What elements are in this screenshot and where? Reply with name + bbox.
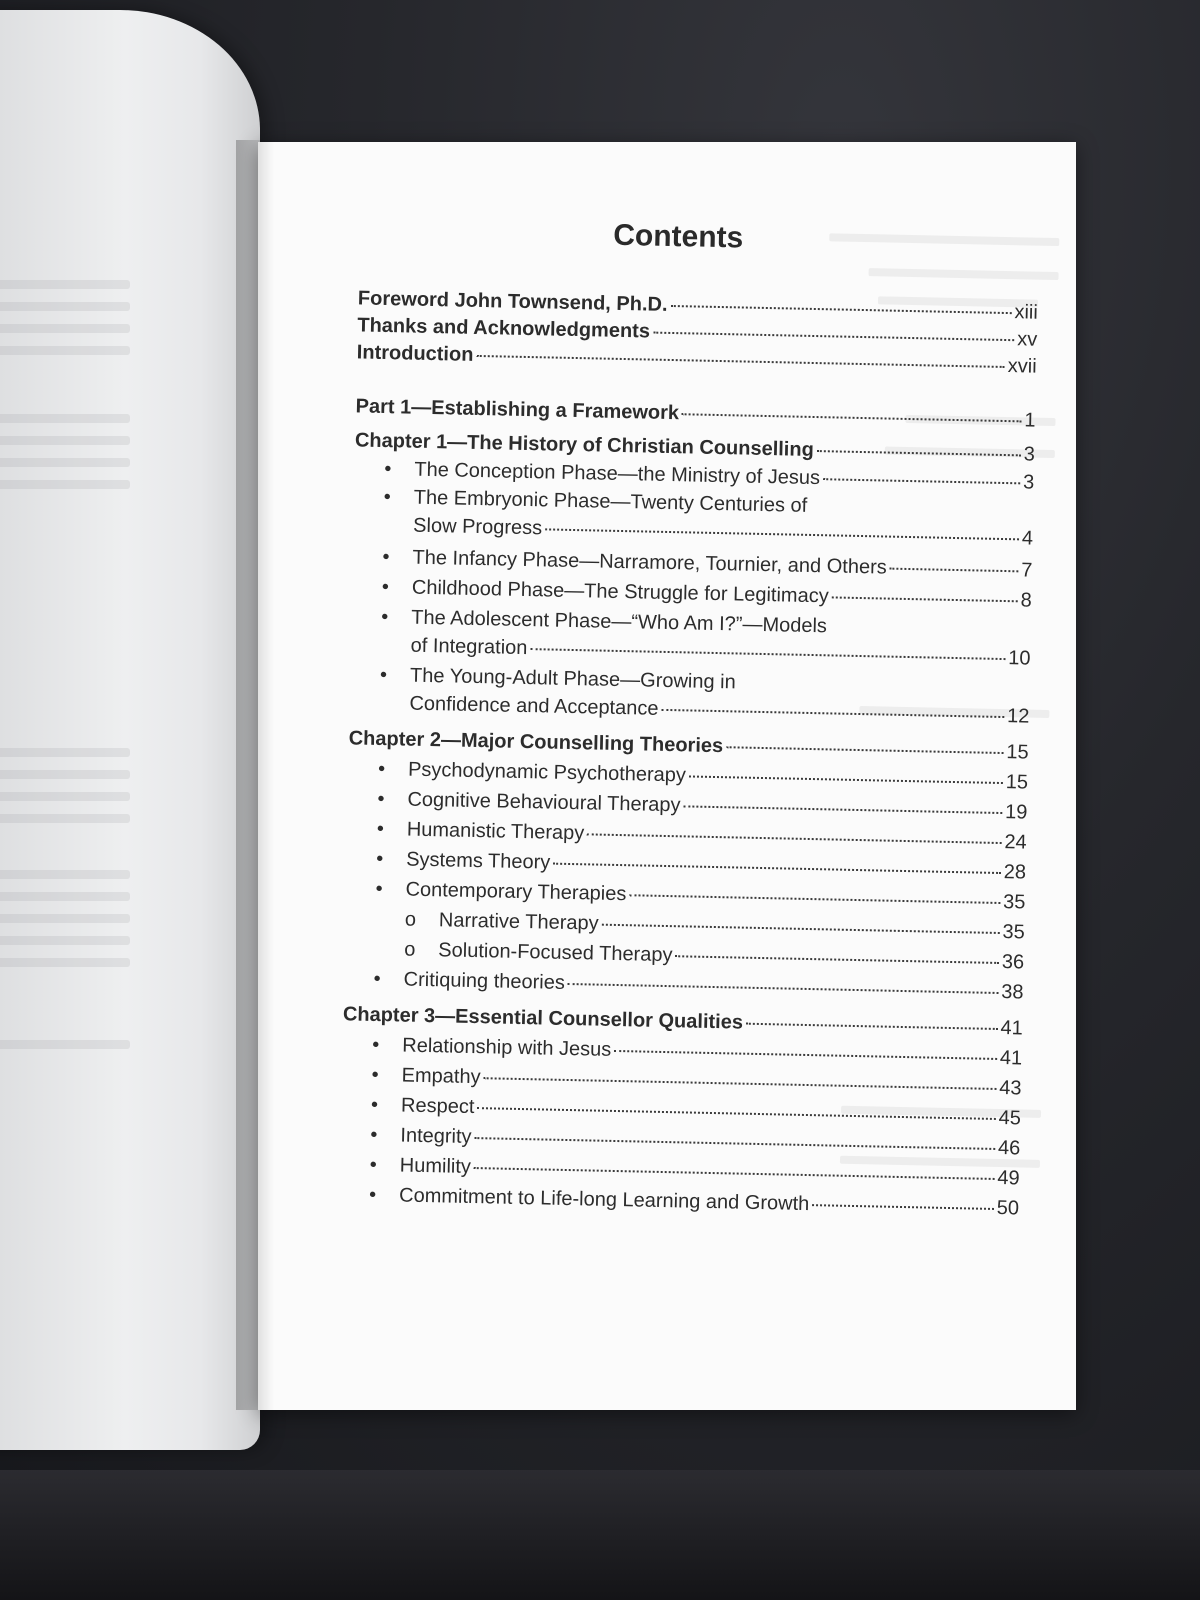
show-through-line (0, 792, 130, 801)
toc-page-number: 28 (1003, 861, 1027, 884)
dot-leader (474, 1167, 995, 1180)
toc-page-number: 41 (1000, 1017, 1024, 1040)
toc-entry-title: The Young-Adult Phase—Growing in (409, 664, 736, 694)
toc-entry-title-continued: Slow Progress (412, 514, 543, 540)
toc-entry-title: Thanks and Acknowledgments (357, 314, 651, 343)
dot-leader (670, 305, 1011, 314)
sub-bullet-icon: o (404, 908, 417, 931)
toc-entry-title: Cognitive Behavioural Therapy (407, 788, 681, 817)
toc-entry-title: Chapter 3—Essential Counsellor Qualities (342, 1003, 744, 1034)
show-through-line (0, 346, 130, 355)
toc-page-number: 38 (1001, 981, 1024, 1004)
dot-leader (832, 596, 1018, 602)
toc-entry-title: The Embryonic Phase—Twenty Centuries of (413, 486, 808, 517)
toc-page-number: 4 (1021, 527, 1034, 550)
show-through-line (0, 324, 130, 333)
bullet-icon: • (371, 1063, 379, 1087)
dot-leader (602, 924, 1000, 934)
book-gutter-shadow (236, 140, 274, 1410)
toc-page-number: 43 (999, 1077, 1022, 1100)
show-through-line (0, 936, 130, 945)
toc-entry-title: The Conception Phase—the Ministry of Jesus (414, 458, 821, 490)
show-through-line (0, 748, 130, 757)
bullet-icon: • (377, 787, 385, 811)
toc-page-number: 36 (1001, 951, 1025, 974)
dot-leader (476, 355, 1004, 368)
dot-leader (545, 528, 1019, 540)
dot-leader (475, 1137, 996, 1150)
show-through-line (0, 1040, 130, 1049)
show-through-line (0, 280, 130, 289)
bullet-icon: • (375, 877, 383, 901)
dot-leader (477, 1107, 995, 1120)
toc-page-number: 45 (998, 1107, 1022, 1130)
bullet-icon: • (369, 1153, 378, 1177)
page-title: Contents (612, 218, 744, 255)
dot-leader (614, 1050, 997, 1060)
toc-entry-title: Integrity (400, 1124, 472, 1148)
bullet-icon: • (377, 757, 386, 781)
toc-entry-title: Empathy (401, 1064, 481, 1089)
dot-leader (726, 746, 1003, 754)
show-through-line (0, 414, 130, 423)
show-through-line (0, 302, 130, 311)
toc-entry-title: Contemporary Therapies (405, 878, 627, 906)
toc-page-number: 50 (996, 1197, 1020, 1220)
show-through-line (0, 892, 130, 901)
show-through-line (0, 958, 130, 967)
toc-page-number: 35 (1002, 891, 1026, 914)
dot-leader (746, 1023, 998, 1030)
toc-page-number: 35 (1002, 921, 1026, 944)
show-through-line (0, 458, 130, 467)
dot-leader (530, 648, 1005, 660)
dot-leader (629, 894, 1000, 904)
bullet-icon: • (381, 575, 390, 599)
bullet-icon: • (382, 545, 390, 569)
bullet-icon: • (372, 1033, 380, 1057)
toc-entry-title: Narrative Therapy (438, 909, 599, 935)
bullet-icon: • (381, 605, 389, 629)
contents-page-body (258, 142, 1076, 1410)
bullet-icon: • (370, 1123, 378, 1147)
toc-list (258, 142, 1076, 1410)
toc-page-number: 10 (1008, 647, 1031, 670)
dot-leader (675, 955, 999, 964)
toc-entry-title: Childhood Phase—The Struggle for Legitimacy (411, 576, 829, 608)
bullet-icon: • (373, 967, 381, 991)
dot-leader (823, 478, 1020, 484)
table-surface (0, 1470, 1200, 1600)
toc-entry-title: Chapter 1—The History of Christian Counselling (354, 429, 815, 462)
dot-leader (661, 709, 1004, 718)
toc-entry-title: Commitment to Life-long Learning and Growth (398, 1184, 810, 1216)
toc-entry-title: Introduction (356, 341, 474, 366)
bullet-icon: • (375, 847, 384, 871)
toc-page-number: 3 (1023, 443, 1036, 466)
toc-entry-title-continued: Confidence and Acceptance (409, 692, 659, 720)
toc-entry-title: Humility (399, 1154, 472, 1178)
toc-entry-title: Respect (400, 1094, 475, 1119)
toc-page-number: 24 (1004, 831, 1027, 854)
toc-page-number: 12 (1006, 705, 1030, 728)
dot-leader (812, 1204, 994, 1210)
toc-part-entry (355, 393, 1035, 433)
toc-entry-title: Part 1—Establishing a Framework (355, 395, 680, 425)
bullet-icon: • (379, 663, 388, 687)
toc-entry-title: Humanistic Therapy (406, 818, 585, 845)
toc-page-number: 3 (1022, 471, 1035, 494)
toc-entry-title: Chapter 2—Major Counselling Theories (348, 727, 724, 758)
toc-page-number: 41 (999, 1047, 1023, 1070)
bullet-icon: • (370, 1093, 379, 1117)
toc-page-number: 1 (1024, 409, 1036, 432)
toc-entry-title: Solution-Focused Therapy (438, 939, 673, 967)
toc-page-number: 7 (1021, 559, 1033, 582)
bullet-icon: • (368, 1183, 377, 1206)
dot-leader (653, 332, 1014, 342)
dot-leader (587, 833, 1001, 844)
toc-page-number: xv (1016, 328, 1038, 351)
toc-entry-title: Critiquing theories (403, 968, 566, 994)
dot-leader (817, 450, 1021, 456)
bullet-icon: • (384, 458, 392, 481)
show-through-line (0, 436, 130, 445)
bullet-icon: • (376, 817, 385, 841)
dot-leader (683, 805, 1002, 814)
toc-entry-title-continued: of Integration (410, 634, 528, 660)
show-through-line (0, 770, 130, 779)
toc-entry-title: The Adolescent Phase—“Who Am I?”—Models (411, 606, 828, 638)
toc-page-number: 46 (997, 1137, 1021, 1160)
toc-page-number: xiii (1014, 301, 1039, 324)
show-through-line (0, 814, 130, 823)
bullet-icon: • (383, 486, 392, 509)
toc-page-number: 49 (997, 1167, 1020, 1190)
toc-page-number: 15 (1005, 771, 1029, 794)
show-through-line (0, 870, 130, 879)
toc-page-number: 19 (1004, 801, 1028, 824)
sub-bullet-icon: o (404, 938, 416, 961)
dot-leader (484, 1077, 997, 1090)
show-through-line (0, 480, 130, 489)
dot-leader (568, 983, 998, 994)
toc-entry-title: Systems Theory (405, 848, 551, 874)
contents-page (258, 142, 1076, 1410)
toc-page-number: 8 (1020, 589, 1032, 612)
dot-leader (890, 568, 1019, 573)
dot-leader (553, 863, 1001, 874)
toc-entry-title: The Infancy Phase—Narramore, Tournier, and Others (412, 546, 887, 579)
dot-leader (689, 775, 1003, 784)
left-facing-page (0, 10, 260, 1450)
toc-entry-title: Foreword John Townsend, Ph.D. (357, 287, 668, 316)
toc-entry-title: Relationship with Jesus (402, 1034, 612, 1061)
toc-page-number: 15 (1006, 741, 1029, 764)
dot-leader (682, 413, 1021, 422)
show-through-line (0, 914, 130, 923)
toc-entry-title: Psychodynamic Psychotherapy (407, 758, 687, 787)
toc-page-number: xvii (1007, 355, 1037, 378)
